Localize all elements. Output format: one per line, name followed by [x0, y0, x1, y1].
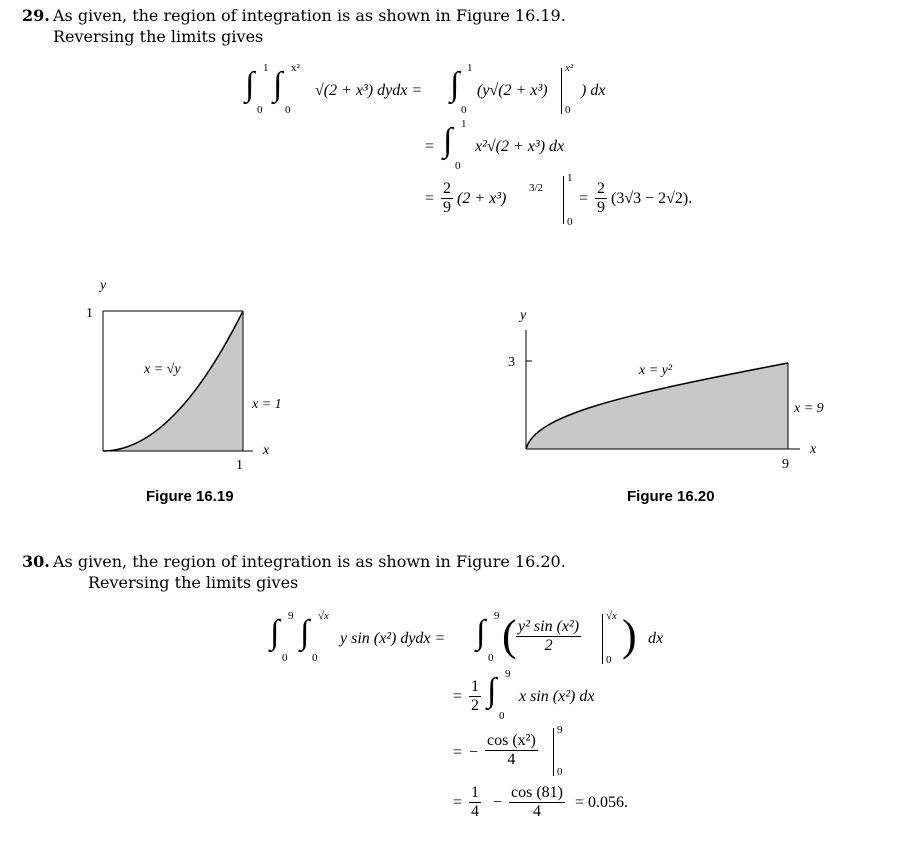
integral-sign: ∫ [487, 672, 497, 709]
upper-limit: 9 [288, 610, 294, 622]
lower-limit: 0 [488, 652, 494, 664]
upper-limit: 9 [494, 610, 500, 622]
problem-30-equation-4 [453, 780, 673, 830]
y-axis-label: y [100, 278, 107, 293]
left-paren: ( [502, 611, 517, 660]
y-tick-label: 1 [86, 306, 93, 321]
eq3-result: (3√3 − 2√2). [611, 190, 693, 207]
equals-sign: = [453, 794, 463, 811]
equals-sign: = [453, 744, 463, 761]
integral-sign: ∫ [443, 122, 453, 159]
lower-limit: 0 [455, 160, 461, 172]
eval-upper: 1 [567, 172, 573, 184]
evaluation-bar [553, 728, 554, 776]
y-tick-label: 3 [508, 355, 515, 370]
x-axis-label: x [263, 443, 270, 458]
fraction-cos-x2: $\frac{\text{cos (x²)}}{4}$ [487, 732, 536, 768]
eq1-rhs-end: ) dx [581, 82, 606, 99]
problem-29-number: 29. [22, 6, 50, 25]
minus-sign: − [493, 794, 503, 811]
eq3-expression: (2 + x³) [457, 190, 507, 207]
eval-upper: 9 [557, 724, 563, 736]
eq1-dx: dx [648, 630, 664, 647]
eq2-integrand: x sin (x²) dx [519, 688, 595, 705]
upper-limit: 1 [263, 62, 269, 74]
shaded-region [103, 311, 243, 451]
lower-limit: 0 [461, 104, 467, 116]
fraction-cos-81: $\frac{\cos (81)}{4}$ [511, 784, 563, 820]
problem-30-line2: Reversing the limits gives [88, 573, 299, 592]
fraction-one-half: $\frac{1}{2}$ [471, 678, 479, 714]
problem-30-equation-2 [453, 668, 653, 730]
upper-limit: 9 [505, 668, 511, 680]
x-axis-label: x [810, 442, 817, 457]
problem-29-line1: As given, the region of integration is as shown in Figure 16.19. [53, 6, 566, 25]
problem-29-line2: Reversing the limits gives [53, 27, 264, 46]
line-label: x = 1 [252, 397, 282, 412]
eval-upper: x² [565, 62, 574, 74]
equals-sign: = [425, 138, 435, 155]
fraction-two-ninths: $\frac{2}{9}$ [597, 180, 605, 216]
fraction-two-ninths: $\frac{2}{9}$ [443, 180, 451, 216]
eval-lower: 0 [565, 104, 571, 116]
curve-label: x = y² [639, 363, 673, 378]
lower-limit: 0 [285, 104, 291, 116]
equals-sign: = [453, 688, 463, 705]
fraction-one-fourth: $\frac{1}{4}$ [471, 784, 479, 820]
figure-16-19-caption: Figure 16.19 [146, 488, 234, 505]
integral-sign: ∫ [450, 66, 460, 103]
integral-sign: ∫ [273, 66, 283, 103]
lower-limit: 0 [257, 104, 263, 116]
eq4-result: = 0.056. [575, 794, 629, 811]
upper-limit: 1 [467, 62, 473, 74]
eval-lower: 0 [567, 216, 573, 228]
evaluation-bar [602, 614, 603, 664]
problem-29-equation-3 [425, 172, 755, 232]
figure-16-19 [80, 275, 300, 475]
x-tick-label: 9 [782, 457, 789, 472]
problem-29-equation-2 [425, 118, 725, 178]
eval-lower: 0 [557, 766, 563, 778]
integral-sign: ∫ [300, 614, 310, 651]
figure-16-20 [500, 300, 840, 475]
upper-limit: √x [318, 610, 329, 622]
eq1-rhs: (y√(2 + x³) [477, 82, 548, 99]
upper-limit: x² [291, 62, 300, 74]
problem-29-equation-1 [245, 62, 715, 122]
eq1-lhs: y sin (x²) dydx = [340, 630, 446, 647]
eval-upper: √x [606, 610, 617, 622]
upper-limit: 1 [461, 118, 467, 130]
eq1-lhs: √(2 + x³) dydx = [315, 82, 423, 99]
eq2-integrand: x²√(2 + x³) dx [475, 138, 565, 155]
y-axis-label: y [520, 308, 527, 323]
curve-label: x = √y [144, 362, 181, 377]
figure-16-20-caption: Figure 16.20 [627, 488, 715, 505]
x-tick-label: 1 [236, 458, 243, 473]
fraction-y2-sin: $\frac{\text{y² sin (x²)}}{2}$ [518, 618, 580, 654]
problem-30-number: 30. [22, 552, 50, 571]
lower-limit: 0 [312, 652, 318, 664]
equals-sign: = [579, 190, 589, 207]
integral-sign: ∫ [476, 614, 486, 651]
integral-sign: ∫ [245, 66, 255, 103]
evaluation-bar [561, 68, 562, 114]
eval-lower: 0 [606, 654, 612, 666]
minus-sign: − [469, 744, 479, 761]
equals-sign: = [425, 190, 435, 207]
lower-limit: 0 [499, 710, 505, 722]
integral-sign: ∫ [270, 614, 280, 651]
exponent: 3/2 [529, 182, 544, 194]
lower-limit: 0 [282, 652, 288, 664]
problem-30-line1: As given, the region of integration is as shown in Figure 16.20. [53, 552, 566, 571]
problem-30-equation-1 [270, 610, 690, 672]
problem-30-equation-3 [453, 724, 603, 782]
evaluation-bar [563, 176, 564, 224]
right-paren: ) [622, 611, 637, 660]
line-label: x = 9 [794, 401, 824, 416]
